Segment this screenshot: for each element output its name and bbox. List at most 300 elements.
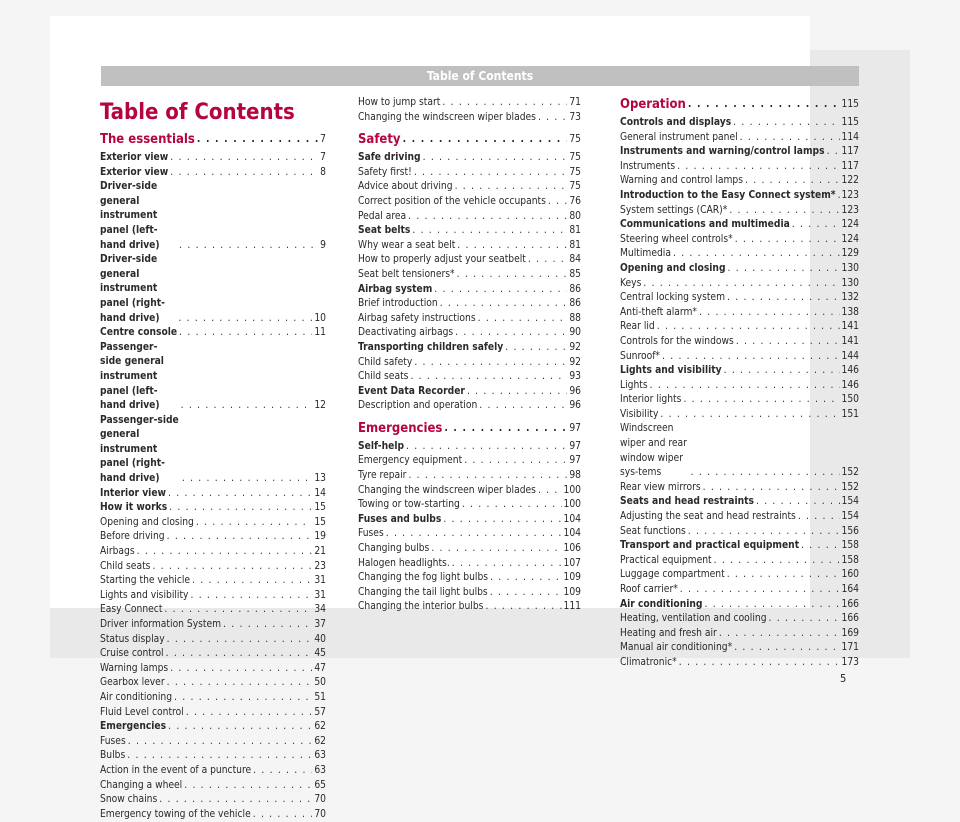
toc-entry-title: Roof carrier* [620, 584, 678, 595]
toc-entry[interactable] [358, 239, 581, 254]
toc-entry[interactable] [620, 204, 859, 219]
toc-entry[interactable] [358, 513, 581, 528]
toc-entry-page: 86 [569, 298, 581, 310]
toc-entry[interactable] [620, 539, 859, 554]
page-title: Table of Contents [100, 100, 295, 125]
toc-dot-leader [548, 195, 567, 210]
toc-entry[interactable] [100, 676, 326, 691]
toc-entry-title: Visibility [620, 408, 659, 420]
toc-dot-leader [660, 408, 839, 423]
toc-entry[interactable] [620, 131, 859, 146]
toc-dot-leader [152, 560, 312, 575]
toc-entry[interactable] [358, 484, 581, 499]
toc-dot-leader [650, 379, 840, 394]
toc-entry[interactable] [100, 180, 326, 253]
toc-entry-page: 81 [569, 225, 581, 237]
toc-dot-leader [457, 239, 567, 254]
toc-entry-page: 84 [569, 254, 581, 266]
toc-entry[interactable] [358, 498, 581, 513]
toc-entry-title: Exterior view [100, 152, 169, 163]
toc-entry-page: 62 [314, 721, 326, 733]
toc-entry-title: Manual air conditioning* [620, 642, 733, 654]
toc-entry-page: 104 [563, 513, 581, 525]
toc-entry-page: 86 [569, 283, 581, 295]
toc-entry-page: 19 [314, 531, 326, 543]
toc-entry-title: Fuses [358, 528, 384, 540]
toc-entry-page: 12 [314, 400, 326, 412]
toc-entry-title: Rear lid [620, 321, 655, 333]
toc-entry-page: 65 [314, 779, 326, 791]
toc-entry[interactable] [100, 501, 326, 516]
toc-entry[interactable] [620, 393, 859, 408]
toc-entry-title: Opening and closing [620, 262, 726, 274]
toc-dot-leader [528, 253, 567, 268]
toc-dot-leader [253, 808, 313, 822]
toc-dot-leader [467, 385, 567, 400]
toc-entry-title: Before driving [100, 531, 165, 543]
toc-entry-title: Changing bulbs [358, 543, 430, 555]
toc-entry[interactable] [100, 735, 326, 750]
toc-entry-title: Central locking system [620, 292, 726, 304]
toc-entry-page: 132 [841, 292, 859, 304]
toc-entry[interactable] [358, 440, 581, 455]
toc-dot-leader [412, 224, 567, 239]
toc-entry-page: 114 [841, 131, 859, 143]
toc-entry-title: Emergency towing of the vehicle [100, 808, 251, 820]
toc-dot-leader [166, 647, 313, 662]
toc-dot-leader [197, 131, 318, 148]
toc-entry-title: Description and operation [358, 400, 478, 412]
toc-dot-leader [167, 530, 313, 545]
toc-dot-leader [168, 720, 312, 735]
toc-entry[interactable] [620, 612, 859, 627]
toc-entry[interactable] [100, 618, 326, 633]
toc-entry-page: 75 [569, 134, 581, 146]
toc-entry-title: Child safety [358, 356, 413, 368]
toc-entry-title: Operation [620, 97, 686, 112]
toc-dot-leader [386, 527, 562, 542]
toc-entry[interactable] [100, 589, 326, 604]
toc-dot-leader [679, 656, 840, 671]
toc-entry-page: 123 [841, 204, 859, 216]
toc-entry-title: Event Data Recorder [358, 385, 465, 397]
toc-entry-title: Changing the windscreen wiper blades [358, 111, 536, 123]
toc-entry[interactable] [358, 151, 581, 166]
toc-entry-title: How it works [100, 502, 168, 514]
toc-entry-title: Advice about driving [358, 181, 453, 193]
toc-entry[interactable] [620, 291, 859, 306]
toc-entry-page: 70 [314, 794, 326, 806]
toc-entry[interactable] [358, 210, 581, 225]
toc-entry[interactable] [620, 598, 859, 613]
toc-entry[interactable] [620, 568, 859, 583]
toc-entry-page: 141 [841, 335, 859, 347]
toc-entry-page: 144 [841, 350, 859, 362]
toc-entry-page: 21 [314, 546, 326, 558]
toc-dot-leader [168, 487, 312, 502]
toc-column-3 [620, 96, 859, 671]
toc-dot-leader [414, 356, 567, 371]
toc-entry-page: 90 [569, 327, 581, 339]
toc-entry-page: 107 [563, 557, 581, 569]
toc-entry-page: 166 [841, 613, 859, 625]
toc-dot-leader [452, 557, 562, 572]
toc-section-heading[interactable] [620, 96, 859, 113]
toc-dot-leader [538, 484, 562, 499]
toc-entry-title: Communications and multimedia [620, 219, 790, 231]
toc-entry-title: Heating, ventilation and cooling [620, 613, 767, 625]
toc-entry-page: 130 [841, 277, 859, 289]
toc-entry-title: Warning lamps [100, 662, 169, 674]
toc-entry-page: 171 [841, 642, 859, 654]
toc-dot-leader [792, 218, 840, 233]
toc-entry-page: 23 [314, 560, 326, 572]
toc-column-2 [358, 96, 581, 615]
toc-entry-page: 104 [563, 528, 581, 540]
toc-entry[interactable] [100, 341, 326, 414]
toc-entry[interactable] [620, 481, 859, 496]
toc-entry-title: Air conditioning [620, 598, 703, 610]
toc-entry-title: How to jump start [358, 97, 441, 108]
toc-entry-page: 109 [563, 572, 581, 584]
toc-entry-title: Centre console [100, 327, 178, 339]
toc-entry-title: Windscreen wiper and rear window wiper sys-tems [620, 423, 687, 479]
toc-entry-title: Instruments [620, 160, 676, 172]
toc-entry[interactable] [358, 195, 581, 210]
toc-entry-page: 111 [563, 601, 581, 613]
toc-dot-leader [179, 239, 318, 254]
page-number: 5 [840, 672, 847, 685]
toc-entry-title: Exterior view [100, 166, 169, 178]
toc-entry-title: Driver-side general instrument panel (right-hand drive) [100, 254, 165, 324]
toc-entry[interactable] [620, 583, 859, 598]
toc-entry[interactable] [100, 545, 326, 560]
toc-entry[interactable] [100, 793, 326, 808]
toc-entry[interactable] [358, 571, 581, 586]
toc-entry-page: 76 [569, 195, 581, 207]
toc-entry[interactable] [620, 627, 859, 642]
toc-entry-title: Fluid Level control [100, 706, 184, 718]
toc-dot-leader [505, 341, 567, 356]
toc-entry[interactable] [358, 253, 581, 268]
toc-entry-page: 154 [841, 496, 859, 508]
toc-entry[interactable] [620, 510, 859, 525]
toc-entry-page: 31 [314, 589, 326, 601]
toc-dot-leader [801, 539, 839, 554]
toc-entry-title: Airbags [100, 546, 135, 558]
toc-entry[interactable] [620, 422, 859, 480]
toc-dot-leader [734, 641, 839, 656]
toc-entry-title: Seat functions [620, 525, 686, 537]
toc-entry[interactable] [358, 399, 581, 414]
toc-entry-page: 96 [569, 400, 581, 412]
toc-entry[interactable] [100, 530, 326, 545]
toc-entry-page: 117 [841, 146, 859, 158]
toc-dot-leader [444, 420, 567, 437]
toc-entry-page: 85 [569, 268, 581, 280]
toc-entry-page: 109 [563, 586, 581, 598]
toc-entry[interactable] [620, 525, 859, 540]
toc-entry[interactable] [358, 326, 581, 341]
toc-entry[interactable] [620, 320, 859, 335]
toc-entry-page: 11 [314, 327, 326, 339]
toc-entry[interactable] [100, 151, 326, 166]
toc-entry[interactable] [620, 656, 859, 671]
toc-dot-leader [178, 312, 312, 327]
toc-dot-leader [464, 454, 567, 469]
toc-dot-leader [182, 472, 312, 487]
toc-dot-leader [769, 612, 840, 627]
toc-dot-leader [538, 111, 567, 126]
toc-entry-page: 62 [314, 735, 326, 747]
toc-dot-leader [170, 662, 312, 677]
toc-dot-leader [431, 542, 561, 557]
toc-section-heading[interactable] [100, 131, 326, 148]
toc-dot-leader [179, 326, 312, 341]
toc-entry-title: Gearbox lever [100, 677, 165, 689]
toc-entry[interactable] [100, 749, 326, 764]
toc-entry-title: Fuses and bulbs [358, 513, 442, 525]
toc-entry-page: 8 [320, 166, 326, 178]
toc-entry[interactable] [620, 495, 859, 510]
toc-dot-leader [677, 160, 839, 175]
toc-dot-leader [704, 598, 839, 613]
toc-entry-title: Introduction to the Easy Connect system* [620, 189, 836, 201]
toc-entry-title: General instrument panel [620, 131, 738, 143]
toc-dot-leader [414, 166, 568, 181]
toc-entry[interactable] [100, 414, 326, 487]
toc-entry[interactable] [100, 720, 326, 735]
toc-dot-leader [733, 116, 839, 131]
toc-entry[interactable] [358, 454, 581, 469]
toc-entry[interactable] [358, 180, 581, 195]
toc-entry[interactable] [358, 385, 581, 400]
toc-entry[interactable] [358, 586, 581, 601]
toc-dot-leader [410, 370, 567, 385]
toc-entry[interactable] [620, 247, 859, 262]
toc-dot-leader [662, 350, 840, 365]
toc-entry[interactable] [100, 764, 326, 779]
toc-entry[interactable] [100, 633, 326, 648]
toc-entry[interactable] [620, 174, 859, 189]
toc-entry[interactable] [100, 574, 326, 589]
toc-entry[interactable] [620, 350, 859, 365]
toc-entry[interactable] [358, 341, 581, 356]
toc-dot-leader [408, 210, 567, 225]
toc-entry-page: 15 [314, 502, 326, 514]
toc-entry[interactable] [620, 160, 859, 175]
toc-entry[interactable] [620, 277, 859, 292]
toc-entry[interactable] [358, 96, 581, 111]
toc-entry[interactable] [100, 487, 326, 502]
toc-entry-title: Controls and displays [620, 117, 732, 128]
toc-entry-title: Changing the tail light bulbs [358, 586, 488, 598]
toc-entry-title: Transport and practical equipment [620, 540, 800, 552]
toc-entry-title: Brief introduction [358, 298, 438, 310]
toc-entry-page: 96 [569, 385, 581, 397]
toc-entry-page: 7 [320, 134, 326, 145]
toc-entry[interactable] [100, 516, 326, 531]
toc-entry[interactable] [358, 224, 581, 239]
toc-entry-title: Sunroof* [620, 350, 660, 362]
toc-dot-leader [403, 131, 568, 148]
toc-entry[interactable] [358, 600, 581, 615]
toc-entry[interactable] [620, 379, 859, 394]
toc-entry-page: 160 [841, 569, 859, 581]
toc-entry-title: Keys [620, 277, 642, 289]
toc-entry-page: 129 [841, 248, 859, 260]
toc-entry[interactable] [620, 364, 859, 379]
toc-entry-title: Towing or tow-starting [358, 499, 460, 511]
toc-entry-title: Bulbs [100, 750, 126, 762]
toc-entry-title: Safety [358, 132, 401, 148]
toc-entry[interactable] [620, 408, 859, 423]
toc-dot-leader [184, 779, 312, 794]
toc-entry[interactable] [620, 233, 859, 248]
toc-entry-title: Opening and closing [100, 516, 194, 528]
toc-entry[interactable] [100, 647, 326, 662]
toc-entry[interactable] [100, 253, 326, 326]
toc-entry-page: 164 [841, 584, 859, 595]
toc-entry-page: 75 [569, 181, 581, 193]
toc-entry[interactable] [620, 641, 859, 656]
toc-dot-leader [443, 513, 561, 528]
toc-entry[interactable] [620, 189, 859, 204]
toc-dot-leader [736, 335, 840, 350]
toc-entry[interactable] [100, 603, 326, 618]
toc-entry[interactable] [358, 312, 581, 327]
toc-entry-page: 106 [563, 543, 581, 555]
toc-dot-leader [714, 554, 840, 569]
toc-entry-title: Cruise control [100, 648, 164, 660]
toc-dot-leader [485, 600, 561, 615]
toc-dot-leader [688, 96, 840, 113]
toc-entry-page: 13 [314, 473, 326, 485]
toc-section-heading[interactable] [358, 131, 581, 148]
toc-entry[interactable] [358, 542, 581, 557]
toc-entry[interactable] [100, 808, 326, 822]
toc-entry-title: Instruments and warning/control lamps [620, 146, 825, 158]
toc-entry[interactable] [620, 145, 859, 160]
toc-entry[interactable] [358, 111, 581, 126]
toc-dot-leader [174, 691, 312, 706]
toc-entry[interactable] [358, 557, 581, 572]
toc-entry-page: 14 [314, 487, 326, 499]
toc-dot-leader [462, 498, 562, 513]
toc-entry-title: Deactivating airbags [358, 327, 454, 339]
toc-dot-leader [406, 440, 567, 455]
toc-dot-leader [192, 574, 312, 589]
toc-entry-title: Fuses [100, 735, 126, 747]
toc-entry[interactable] [100, 166, 326, 181]
toc-entry[interactable] [358, 527, 581, 542]
toc-entry-page: 88 [569, 312, 581, 324]
toc-entry-page: 146 [841, 365, 859, 377]
toc-entry[interactable] [358, 297, 581, 312]
toc-dot-leader [699, 306, 840, 321]
toc-entry-page: 97 [569, 440, 581, 452]
toc-entry-page: 73 [569, 111, 581, 123]
toc-dot-leader [728, 262, 840, 277]
toc-entry-title: Action in the event of a puncture [100, 764, 252, 776]
toc-entry-title: Halogen headlights. [358, 557, 450, 569]
toc-entry[interactable] [100, 326, 326, 341]
toc-dot-leader [181, 399, 313, 414]
toc-entry-page: 47 [314, 662, 326, 674]
toc-dot-leader [478, 312, 568, 327]
toc-entry-title: Lights and visibility [100, 589, 189, 601]
toc-entry-title: Climatronic* [620, 656, 677, 668]
toc-dot-leader [434, 283, 567, 298]
toc-dot-leader [756, 495, 840, 510]
toc-entry[interactable] [620, 554, 859, 569]
toc-entry-title: Why wear a seat belt [358, 239, 456, 251]
toc-entry-page: 100 [563, 499, 581, 511]
toc-entry[interactable] [358, 268, 581, 283]
toc-entry-title: Airbag safety instructions [358, 312, 476, 324]
toc-dot-leader [455, 326, 567, 341]
toc-entry-title: Changing the fog light bulbs [358, 572, 489, 584]
toc-entry[interactable] [358, 469, 581, 484]
toc-entry[interactable] [620, 116, 859, 131]
toc-entry[interactable] [358, 370, 581, 385]
toc-entry[interactable] [358, 283, 581, 298]
toc-entry-page: 146 [841, 379, 859, 391]
toc-entry-title: Starting the vehicle [100, 575, 191, 587]
toc-entry-page: 93 [569, 371, 581, 383]
toc-dot-leader [680, 583, 840, 598]
toc-dot-leader [128, 735, 313, 750]
toc-entry[interactable] [100, 779, 326, 794]
toc-entry-page: 92 [569, 341, 581, 353]
toc-dot-leader [729, 204, 839, 219]
toc-section-heading[interactable] [358, 420, 581, 437]
toc-entry-page: 57 [314, 706, 326, 718]
toc-dot-leader [479, 399, 567, 414]
toc-entry-page: 124 [841, 219, 859, 231]
toc-entry-page: 152 [841, 481, 859, 493]
toc-entry-title: Heating and fresh air [620, 627, 717, 639]
toc-entry-title: Luggage compartment [620, 569, 725, 581]
toc-dot-leader [657, 320, 840, 335]
toc-dot-leader [408, 469, 567, 484]
toc-dot-leader [170, 166, 318, 181]
toc-entry-title: Correct position of the vehicle occupants [358, 195, 546, 207]
toc-entry-page: 115 [841, 99, 859, 110]
toc-entry-page: 63 [314, 764, 326, 776]
toc-entry-page: 10 [314, 312, 326, 324]
toc-entry-title: Changing the windscreen wiper blades [358, 484, 536, 496]
toc-dot-leader [490, 571, 561, 586]
toc-entry-title: Air conditioning [100, 691, 173, 703]
toc-entry[interactable] [620, 262, 859, 277]
toc-entry-title: Lights and visibility [620, 365, 722, 377]
toc-entry-page: 34 [314, 604, 326, 616]
toc-entry-page: 92 [569, 356, 581, 368]
toc-entry-page: 156 [841, 525, 859, 537]
toc-dot-leader [673, 247, 840, 262]
toc-entry[interactable] [358, 356, 581, 371]
toc-entry[interactable] [620, 335, 859, 350]
toc-entry-title: Changing the interior bulbs [358, 601, 484, 613]
toc-entry[interactable] [100, 691, 326, 706]
toc-entry[interactable] [100, 560, 326, 575]
toc-entry[interactable] [100, 662, 326, 677]
toc-entry-title: How to properly adjust your seatbelt [358, 254, 526, 266]
toc-entry[interactable] [358, 166, 581, 181]
toc-entry[interactable] [620, 218, 859, 233]
toc-entry[interactable] [620, 306, 859, 321]
